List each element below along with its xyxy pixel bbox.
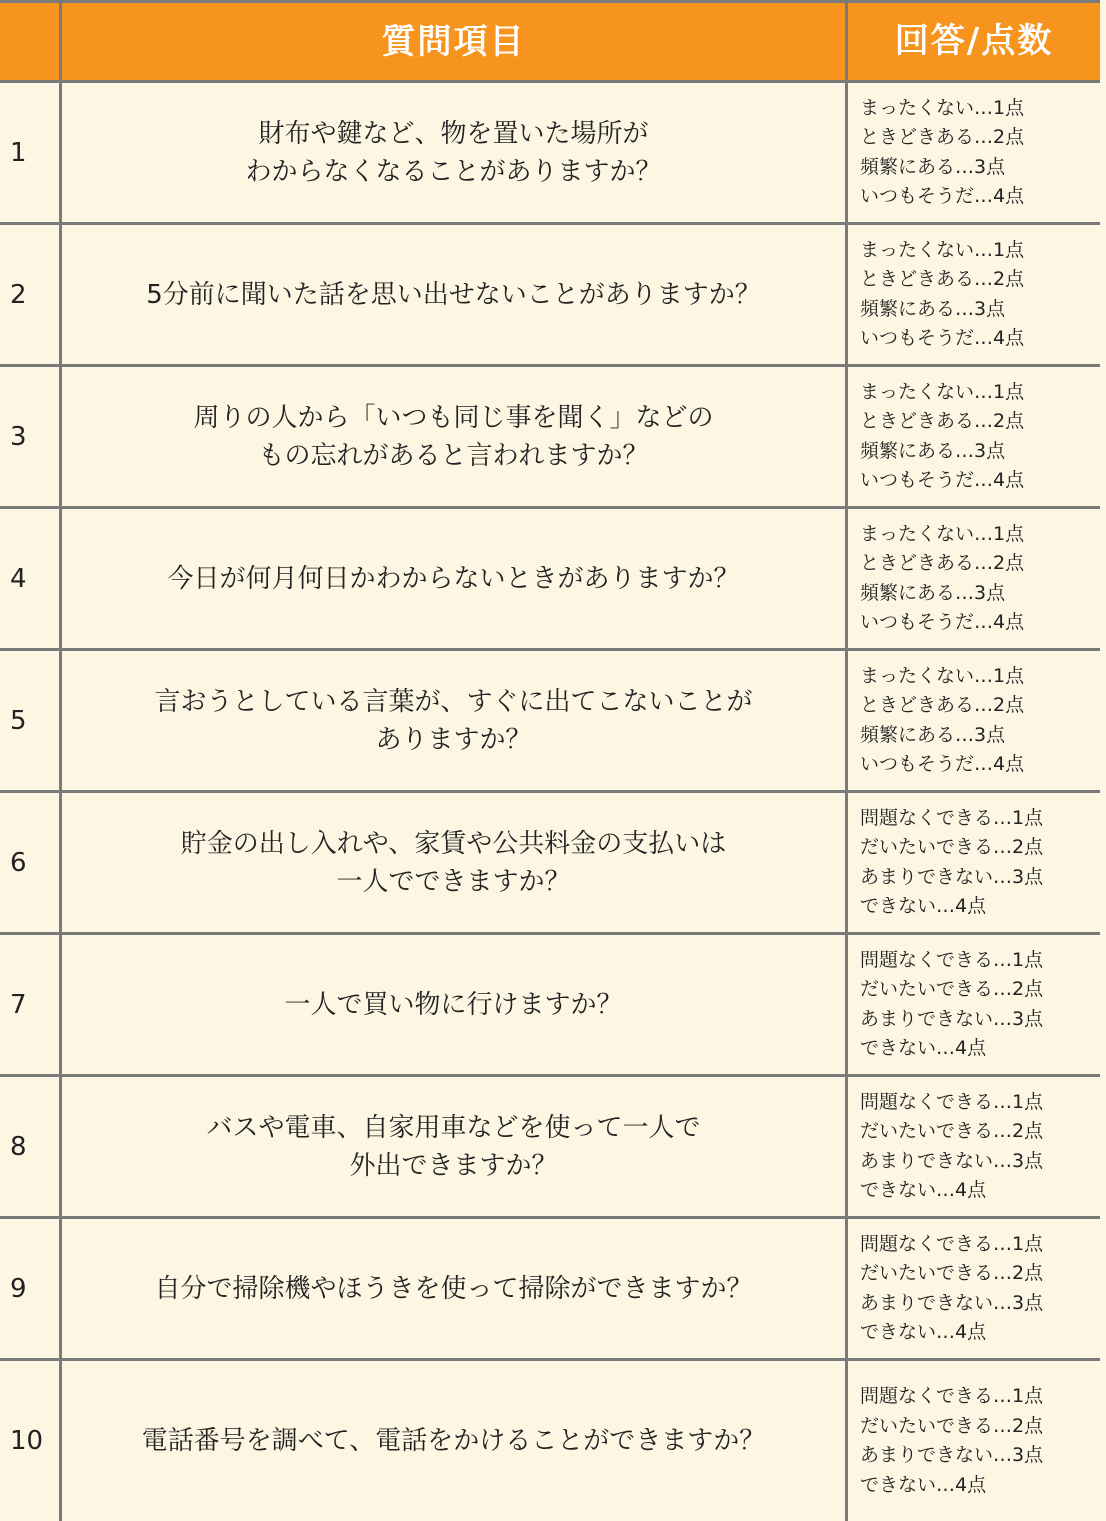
table-row	[0, 935, 1100, 1077]
answer-option: 問題なくできる…1点	[860, 1385, 1044, 1407]
answer-option: まったくない…1点	[860, 238, 1025, 261]
question-number: 2	[0, 225, 62, 364]
answer-options	[848, 509, 1100, 648]
question-line: 貯金の出し入れや、家賃や公共料金の支払いは	[180, 828, 727, 859]
answer-options	[848, 83, 1100, 222]
table-row	[0, 509, 1100, 651]
question-line: 電話番号を調べて、電話をかけることができますか？	[141, 1426, 766, 1456]
answer-option: いつもそうだ…4点	[860, 185, 1025, 207]
answer-option: だいたいできる…2点	[860, 836, 1044, 858]
answer-option: 問題なくできる…1点	[860, 1090, 1044, 1113]
table-row	[0, 793, 1100, 935]
answer-option: ときどきある…2点	[860, 552, 1025, 574]
question-line: バスや電車、自家用車などを使って一人で	[206, 1112, 701, 1143]
question-text	[62, 1361, 848, 1521]
answer-options	[848, 651, 1100, 790]
answer-option: ときどきある…2点	[860, 694, 1025, 716]
question-text	[62, 225, 848, 364]
question-number: 8	[0, 1077, 62, 1216]
answer-options	[848, 793, 1100, 932]
answer-option: 頻繁にある…3点	[860, 723, 1006, 746]
answer-option: 頻繁にある…3点	[860, 439, 1006, 462]
answer-options	[848, 935, 1100, 1074]
question-number: 7	[0, 935, 62, 1074]
answer-option: あまりできない…3点	[860, 1444, 1044, 1466]
question-number: 6	[0, 793, 62, 932]
answer-option: あまりできない…3点	[860, 1149, 1044, 1172]
question-text	[62, 935, 848, 1074]
question-number: 4	[0, 509, 62, 648]
table-body	[0, 83, 1100, 1521]
answer-option: だいたいできる…2点	[860, 1120, 1044, 1142]
answer-option: いつもそうだ…4点	[860, 469, 1025, 491]
table-row	[0, 1361, 1100, 1521]
question-number: 3	[0, 367, 62, 506]
answer-options	[848, 1219, 1100, 1358]
answer-option: だいたいできる…2点	[860, 978, 1044, 1000]
answer-option: できない…4点	[860, 1037, 987, 1059]
header-number-cell	[0, 3, 62, 80]
question-text	[62, 1077, 848, 1216]
answer-option: ときどきある…2点	[860, 268, 1025, 290]
answer-option: できない…4点	[860, 1473, 987, 1496]
answer-option: できない…4点	[860, 1321, 987, 1343]
question-line: ありますか？	[375, 724, 532, 755]
question-text	[62, 651, 848, 790]
question-text	[62, 1219, 848, 1358]
answer-option: 問題なくできる…1点	[860, 948, 1044, 971]
answer-option: 頻繁にある…3点	[860, 155, 1006, 178]
table-row	[0, 225, 1100, 367]
answer-option: 問題なくできる…1点	[860, 1232, 1044, 1255]
question-number: 9	[0, 1219, 62, 1358]
answer-option: まったくない…1点	[860, 380, 1025, 403]
question-line: 財布や鍵など、物を置いた場所が	[258, 118, 649, 149]
answer-option: ときどきある…2点	[860, 410, 1025, 432]
answer-option: ときどきある…2点	[860, 126, 1025, 148]
question-text	[62, 83, 848, 222]
table-row	[0, 651, 1100, 793]
answer-option: まったくない…1点	[860, 664, 1025, 687]
question-line: わからなくなることがありますか？	[245, 156, 662, 187]
answer-option: いつもそうだ…4点	[860, 753, 1025, 775]
answer-option: いつもそうだ…4点	[860, 327, 1025, 349]
question-line: もの忘れがあると言われますか？	[258, 440, 649, 471]
header-question-cell: 質問項目	[62, 3, 848, 80]
question-number: 10	[0, 1361, 62, 1521]
answer-options	[848, 225, 1100, 364]
answer-option: だいたいできる…2点	[860, 1262, 1044, 1284]
question-number: 1	[0, 83, 62, 222]
question-text	[62, 793, 848, 932]
question-line: 5分前に聞いた話を思い出せないことがありますか？	[146, 279, 761, 310]
question-line: 外出できますか？	[349, 1150, 558, 1181]
answer-option: 問題なくできる…1点	[860, 806, 1044, 829]
question-text	[62, 509, 848, 648]
answer-option: あまりできない…3点	[860, 865, 1044, 888]
table-row	[0, 1077, 1100, 1219]
answer-option: 頻繁にある…3点	[860, 297, 1006, 320]
answer-option: 頻繁にある…3点	[860, 581, 1006, 604]
answer-option: あまりできない…3点	[860, 1007, 1044, 1030]
answer-option: いつもそうだ…4点	[860, 611, 1025, 633]
answer-option: まったくない…1点	[860, 522, 1025, 545]
table-header	[0, 0, 1100, 83]
header-answer-cell: 回答/点数	[894, 20, 1054, 61]
question-line: 一人で買い物に行けますか？	[284, 989, 623, 1020]
answer-option: だいたいできる…2点	[860, 1414, 1044, 1437]
question-number: 5	[0, 651, 62, 790]
answer-option: まったくない…1点	[860, 96, 1025, 119]
question-line: 一人でできますか？	[336, 866, 571, 897]
answer-options	[848, 1361, 1100, 1521]
answer-options	[848, 367, 1100, 506]
answer-option: あまりできない…3点	[860, 1291, 1044, 1314]
question-text	[62, 367, 848, 506]
table-row	[0, 83, 1100, 225]
question-line: 自分で掃除機やほうきを使って掃除ができますか？	[154, 1273, 753, 1304]
answer-option: できない…4点	[860, 895, 987, 917]
question-line: 今日が何月何日かわからないときがありますか？	[167, 563, 740, 594]
table-row	[0, 1219, 1100, 1361]
table-row	[0, 367, 1100, 509]
question-line: 周りの人から「いつも同じ事を聞く」などの	[193, 402, 714, 433]
answer-options	[848, 1077, 1100, 1216]
question-line: 言おうとしている言葉が、すぐに出てこないことが	[154, 686, 753, 717]
answer-option: できない…4点	[860, 1179, 987, 1201]
